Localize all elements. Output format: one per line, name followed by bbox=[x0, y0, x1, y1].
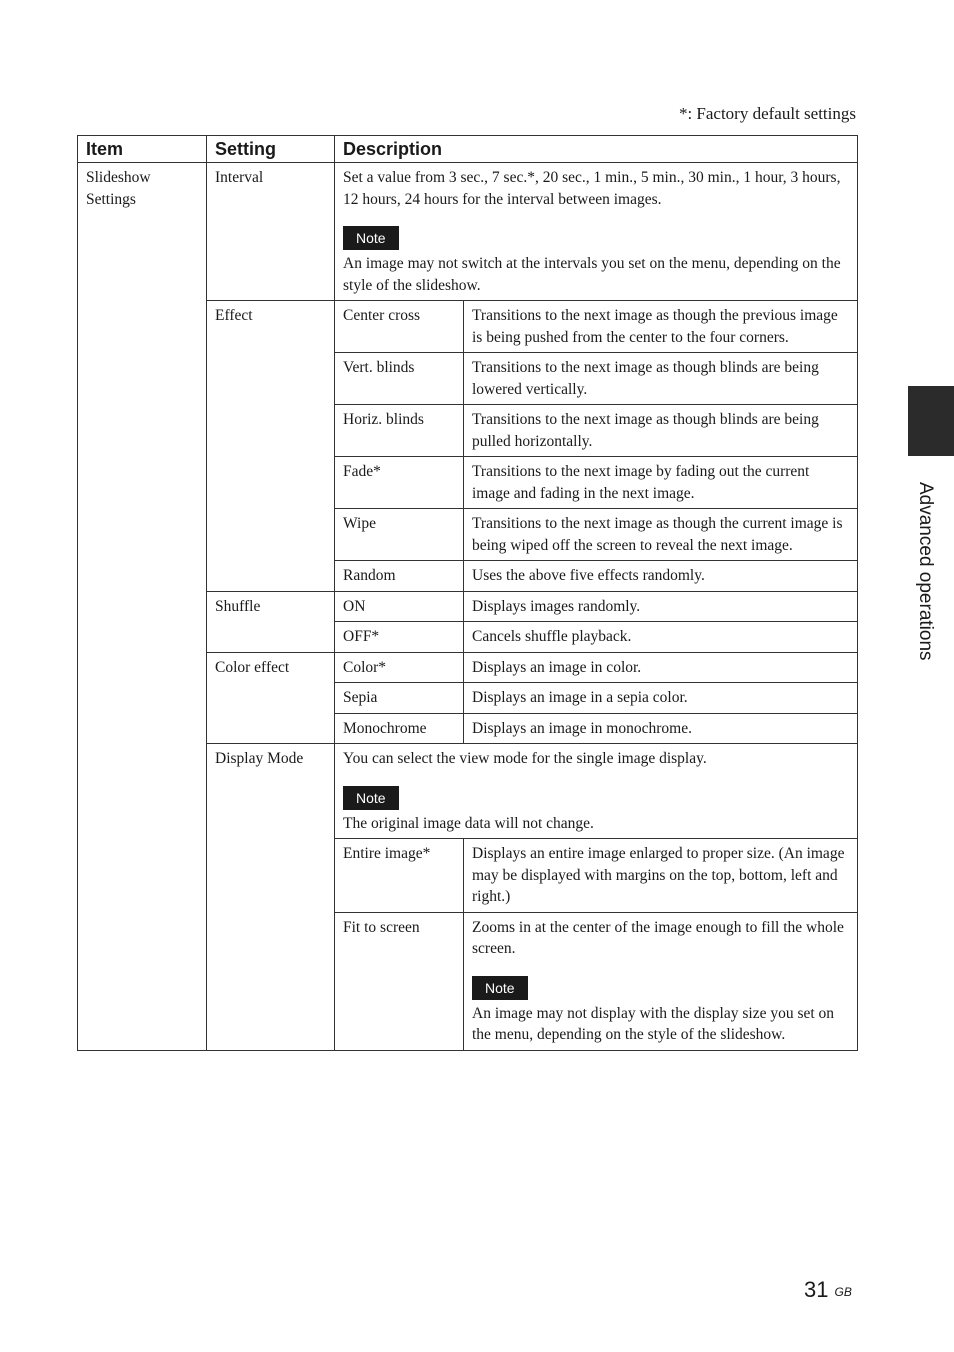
option-description: Displays an image in color. bbox=[464, 652, 858, 683]
setting-shuffle: Shuffle bbox=[207, 591, 335, 652]
table-header-row bbox=[78, 136, 858, 163]
option-description bbox=[464, 912, 858, 1050]
option-name: Center cross bbox=[335, 301, 464, 353]
note-badge: Note bbox=[472, 976, 528, 1000]
option-name: Sepia bbox=[335, 683, 464, 714]
header-description: Description bbox=[335, 136, 858, 163]
option-description: Transitions to the next image as though blinds are being lowered vertically. bbox=[464, 353, 858, 405]
page-region-code: GB bbox=[834, 1285, 852, 1299]
header-item: Item bbox=[78, 136, 207, 163]
note-badge: Note bbox=[343, 226, 399, 250]
setting-display-mode: Display Mode bbox=[207, 744, 335, 1051]
fit-to-screen-text: Zooms in at the center of the image enough to fill the whole screen. bbox=[472, 918, 844, 957]
option-name: Monochrome bbox=[335, 713, 464, 744]
section-side-label: Advanced operations bbox=[915, 482, 936, 661]
option-description: Transitions to the next image as though the current image is being wiped off the screen to reveal the next image. bbox=[464, 509, 858, 561]
option-description: Transitions to the next image by fading out the current image and fading in the next image. bbox=[464, 457, 858, 509]
note-badge: Note bbox=[343, 786, 399, 810]
option-description: Cancels shuffle playback. bbox=[464, 622, 858, 653]
fit-to-screen-note: An image may not display with the display size you set on the menu, depending on the style of the slideshow. bbox=[472, 1004, 835, 1043]
option-description: Transitions to the next image as though blinds are being pulled horizontally. bbox=[464, 405, 858, 457]
slideshow-settings-table bbox=[77, 135, 858, 1051]
option-name: Vert. blinds bbox=[335, 353, 464, 405]
option-name: Random bbox=[335, 561, 464, 592]
option-description: Displays an image in monochrome. bbox=[464, 713, 858, 744]
option-description: Displays images randomly. bbox=[464, 591, 858, 622]
display-mode-note: The original image data will not change. bbox=[343, 814, 594, 832]
option-description: Displays an entire image enlarged to proper size. (An image may be displayed with margins on the top, bottom, left and right.) bbox=[464, 839, 858, 913]
option-description: Uses the above five effects randomly. bbox=[464, 561, 858, 592]
option-name: Horiz. blinds bbox=[335, 405, 464, 457]
option-name: Fade* bbox=[335, 457, 464, 509]
section-tab-marker bbox=[908, 386, 954, 456]
option-name: Fit to screen bbox=[335, 912, 464, 1050]
option-description: Displays an image in a sepia color. bbox=[464, 683, 858, 714]
interval-text: Set a value from 3 sec., 7 sec.*, 20 sec., 1 min., 5 min., 30 min., 1 hour, 3 hours, 12 hours, 24 hours for the interval between images. bbox=[343, 169, 841, 208]
interval-note: An image may not switch at the intervals you set on the menu, depending on the style of the slideshow. bbox=[343, 255, 841, 294]
setting-interval: Interval bbox=[207, 163, 335, 301]
option-description: Transitions to the next image as though the previous image is being pushed from the center to the four corners. bbox=[464, 301, 858, 353]
setting-color-effect: Color effect bbox=[207, 652, 335, 744]
option-name: Entire image* bbox=[335, 839, 464, 913]
option-name: ON bbox=[335, 591, 464, 622]
page-number bbox=[804, 1277, 852, 1303]
option-name: OFF* bbox=[335, 622, 464, 653]
factory-default-legend: *: Factory default settings bbox=[678, 104, 856, 123]
display-mode-text: You can select the view mode for the single image display. bbox=[343, 750, 707, 767]
display-mode-description bbox=[335, 744, 858, 839]
item-cell: Slideshow Settings bbox=[78, 163, 207, 1051]
page-number-value: 31 bbox=[804, 1277, 829, 1302]
header-setting: Setting bbox=[207, 136, 335, 163]
option-name: Wipe bbox=[335, 509, 464, 561]
option-name: Color* bbox=[335, 652, 464, 683]
table-row bbox=[78, 163, 858, 301]
setting-effect: Effect bbox=[207, 301, 335, 592]
interval-description bbox=[335, 163, 858, 301]
